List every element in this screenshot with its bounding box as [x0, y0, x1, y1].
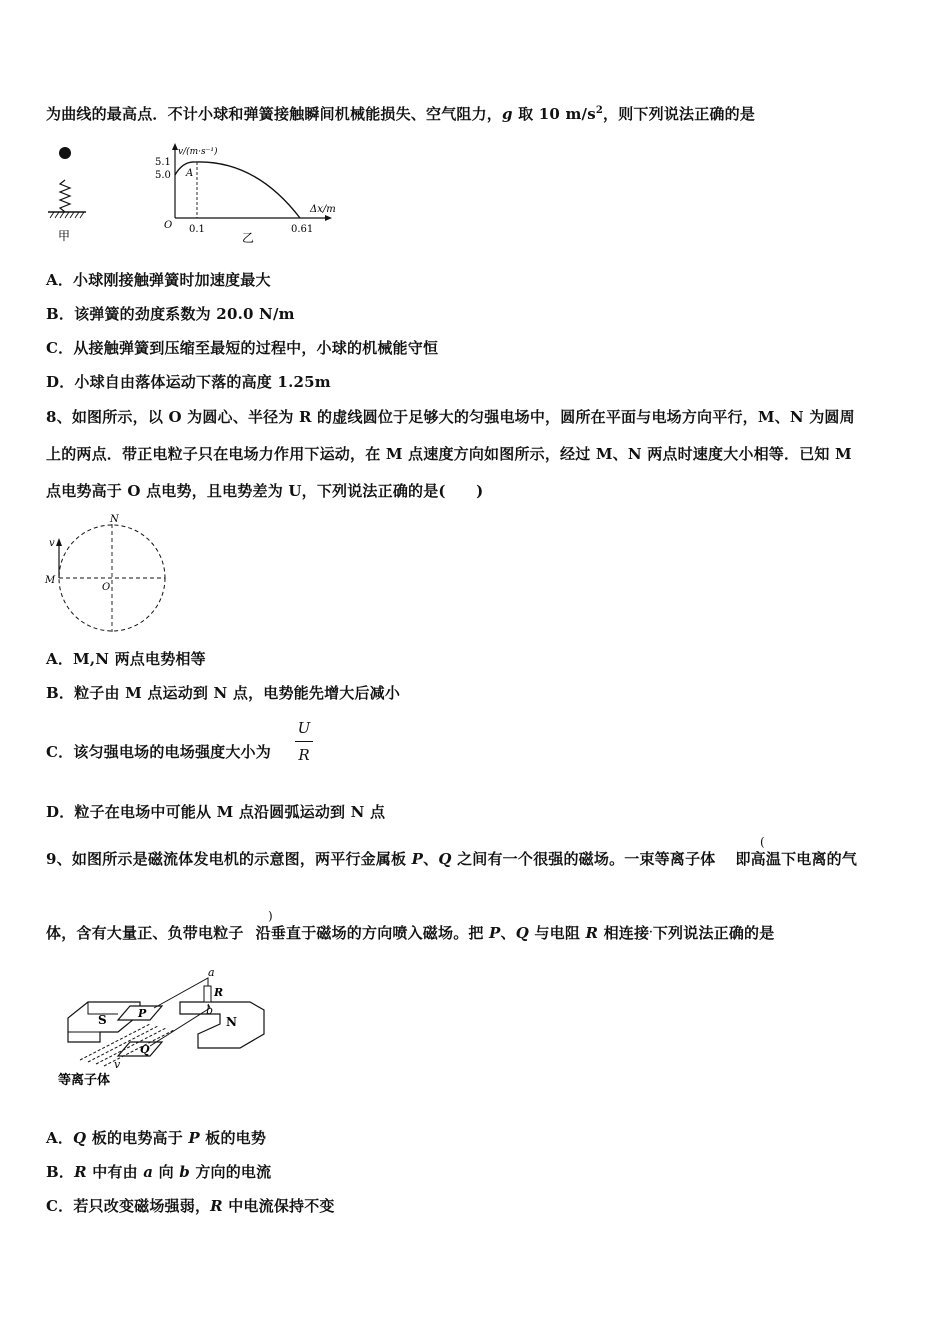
open-paren: (	[760, 835, 765, 849]
label-jia: 甲	[57, 229, 71, 243]
origin-label: O	[164, 220, 173, 231]
figure-jia	[40, 140, 100, 250]
fraction-numerator: U	[295, 718, 313, 742]
spring	[60, 180, 70, 212]
label-a: a	[208, 966, 215, 979]
q8-stem-line-1: 8、如图所示，以 O 为圆心、半径为 R 的虚线圆位于足够大的匀强电场中，圆所在平面与电场方向平行，M、N 为圆周	[46, 408, 855, 426]
x-axis-label: Δx/m	[310, 204, 336, 215]
q7-option-a[interactable]: A．小球刚接触弹簧时加速度最大	[46, 271, 271, 289]
y-tick-label: 5.1	[155, 157, 171, 168]
q9-option-b[interactable]: B．R 中有由 a 向 b 方向的电流	[46, 1163, 272, 1181]
ground-hatch	[50, 212, 84, 218]
x-tick-label: 0.61	[291, 224, 314, 235]
q9-option-c[interactable]: C．若只改变磁场强弱，R 中电流保持不变	[46, 1197, 335, 1215]
label-n: N	[226, 1015, 237, 1029]
q8-option-b[interactable]: B．粒子由 M 点运动到 N 点，电势能先增大后减小	[46, 684, 401, 702]
figure-yi-graph	[150, 140, 350, 250]
label-n: N	[110, 514, 119, 525]
label-v: v	[49, 538, 55, 549]
label-yi: 乙	[242, 231, 255, 245]
q7-option-c[interactable]: C．从接触弹簧到压缩至最短的过程中，小球的机械能守恒	[46, 339, 439, 357]
close-paren: )	[268, 909, 273, 923]
resistor	[204, 986, 211, 1002]
x-axis-arrow	[325, 215, 332, 221]
x-tick-label: 0.1	[189, 224, 205, 235]
figure-caption: 等离子体	[58, 1073, 111, 1088]
label-r: R	[214, 986, 224, 999]
q8-option-d[interactable]: D．粒子在电场中可能从 M 点沿圆弧运动到 N 点	[46, 803, 386, 821]
magnet-n	[180, 1002, 264, 1048]
figure-q9-mhd-generator	[50, 962, 280, 1092]
y-axis-label: v/(m·s⁻¹)	[178, 147, 218, 157]
figure-q8-circle	[40, 512, 180, 637]
q8-stem-line-2: 上的两点．带正电粒子只在电场力作用下运动，在 M 点速度方向如图所示，经过 M、N 两点时速度大小相等．已知 M	[46, 445, 852, 463]
intro-line: 为曲线的最高点．不计小球和弹簧接触瞬间机械能损失、空气阻力，g 取 10 $m/s^2$，则下列说法正确的是	[46, 105, 756, 123]
q8-stem-line-3: 点电势高于 O 点电势，且电势差为 U，下列说法正确的是( )	[46, 482, 484, 500]
label-p: P	[138, 1007, 147, 1020]
velocity-curve	[175, 162, 300, 218]
fraction-u-over-r	[295, 718, 313, 765]
q9-option-a[interactable]: A．Q 板的电势高于 P 板的电势	[46, 1129, 267, 1147]
point-a-label: A	[186, 168, 194, 179]
q8-option-a[interactable]: A．M,N 两点电势相等	[46, 650, 206, 668]
q9-stem-line-2: 体，含有大量正、负带电粒子 沿垂直于磁场的方向喷入磁场。把 P、Q 与电阻 R 相连接·下列说法正确的是	[46, 924, 775, 942]
q7-option-b[interactable]: B．该弹簧的劲度系数为 20.0 N/m	[46, 305, 295, 323]
y-tick-label: 5.0	[155, 170, 171, 181]
label-q: Q	[140, 1043, 150, 1056]
fraction-denominator: R	[298, 746, 310, 764]
ball	[59, 147, 71, 159]
label-b: b	[206, 1004, 214, 1017]
label-v: v	[114, 1058, 121, 1071]
label-o: O	[102, 582, 111, 593]
q9-stem-line-1: 9、如图所示是磁流体发电机的示意图，两平行金属板 P、Q 之间有一个很强的磁场。一束等离子体 即高温下电离的气	[46, 850, 858, 868]
velocity-arrowhead	[56, 538, 62, 546]
label-m: M	[45, 575, 56, 586]
q7-option-d[interactable]: D．小球自由落体运动下落的高度 1.25m	[46, 373, 331, 391]
q8-option-c[interactable]: C．该匀强电场的电场强度大小为	[46, 743, 271, 761]
label-s: S	[98, 1013, 107, 1027]
